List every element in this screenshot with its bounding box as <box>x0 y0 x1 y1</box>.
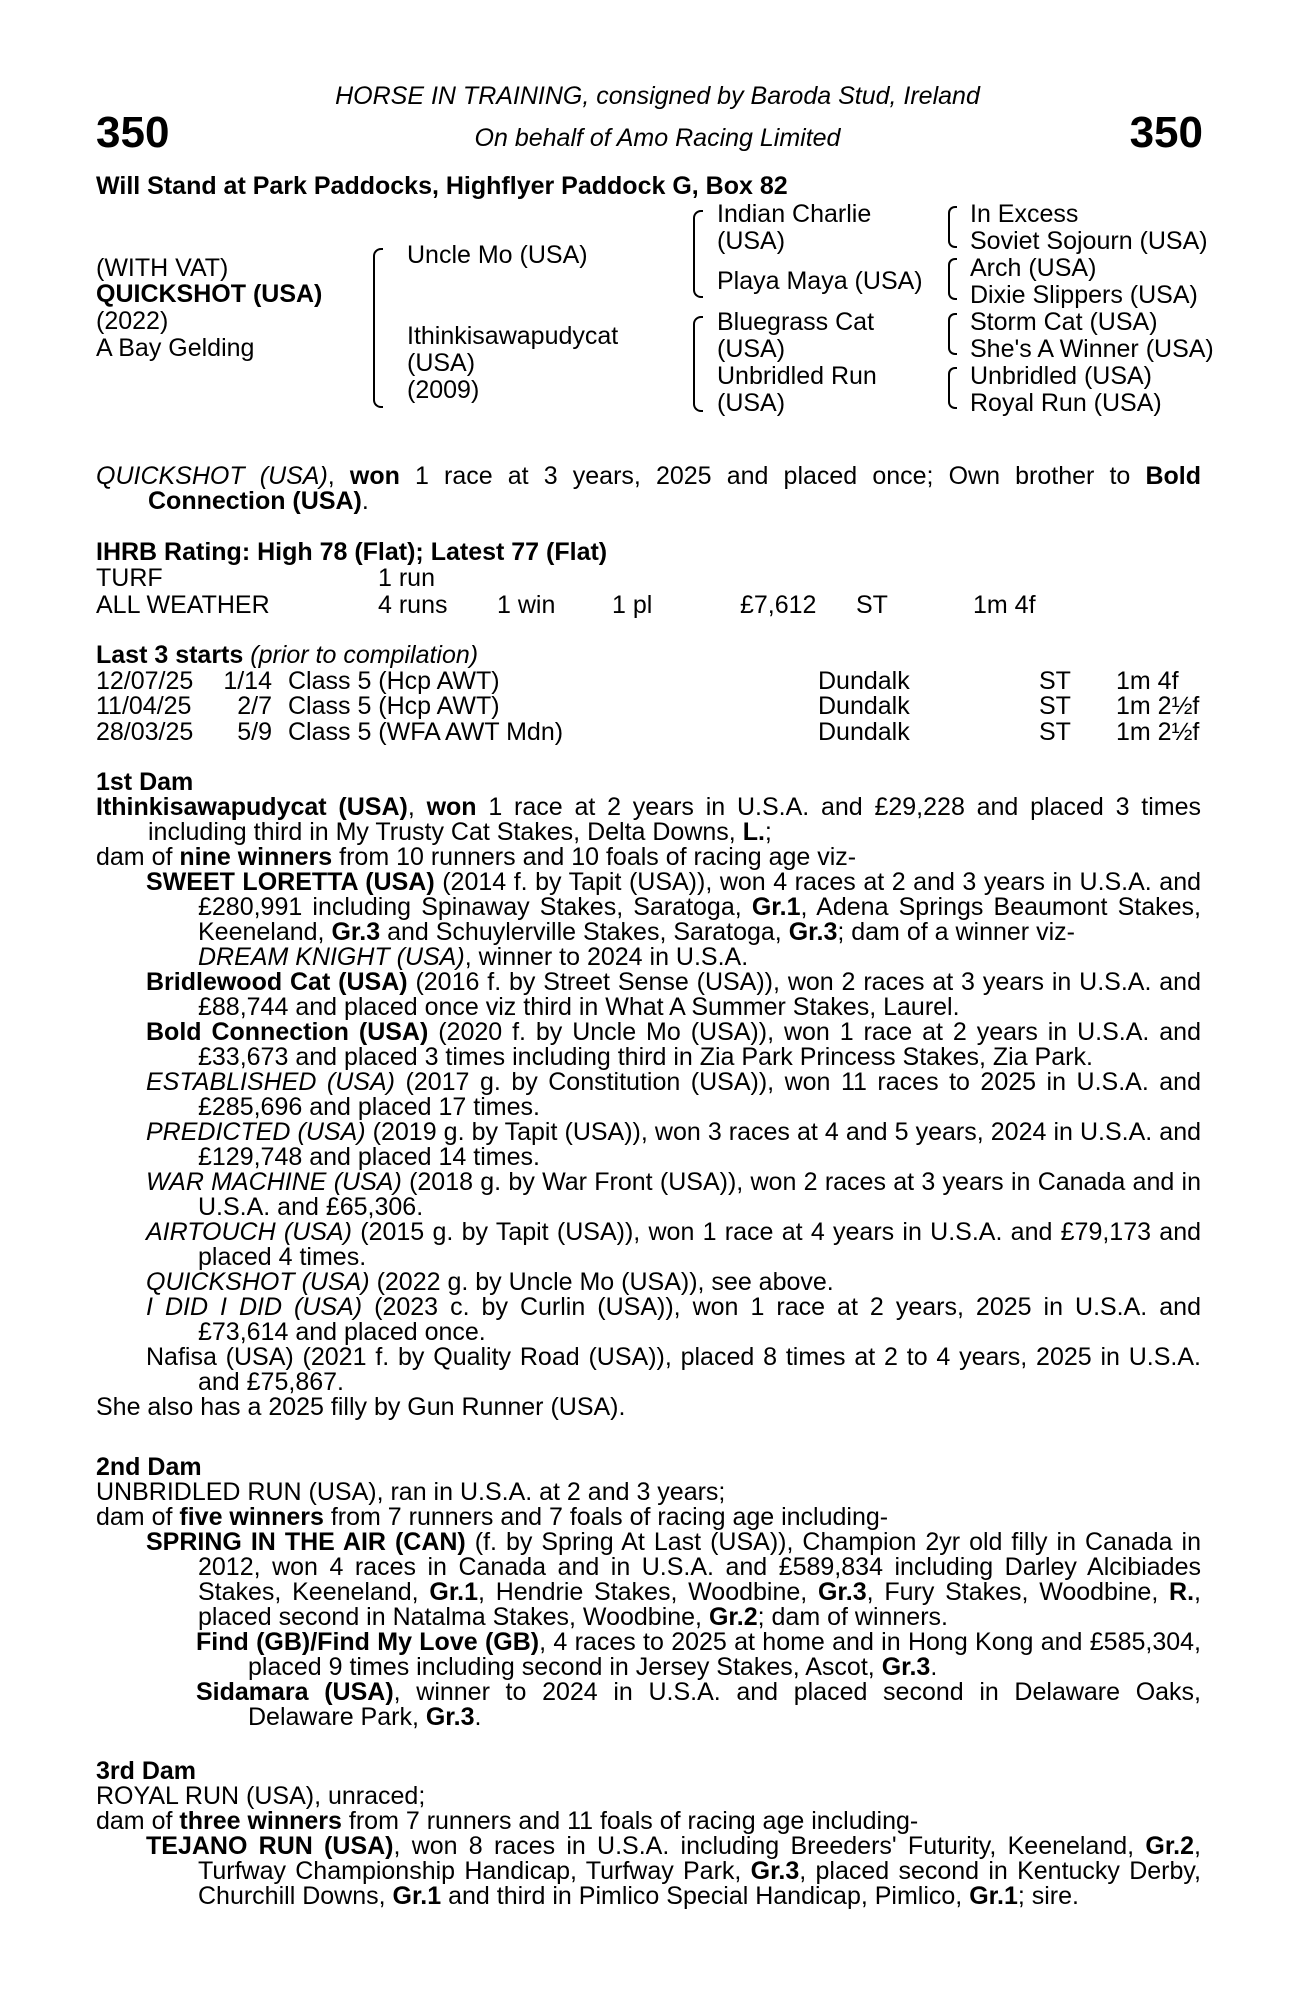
produce-entry: PREDICTED (USA) (2019 g. by Tapit (USA)), won 3 races at 4 and 5 years, 2024 in U.S.A. and £129,748 and placed 14 times. <box>146 1118 1201 1171</box>
rating-title: IHRB Rating: High 78 (Flat); Latest 77 (Flat) <box>96 538 608 566</box>
last3-date: 28/03/25 <box>96 718 194 746</box>
produce-entry: SPRING IN THE AIR (CAN) (f. by Spring At Last (USA)), Champion 2yr old filly in Canada in 2012, won 4 races in Canada and in U.S.A. and £589,834 including Darley Alcibiades Stakes, Keeneland, Gr.1, Hendrie Stakes, Woodbine, Gr.3, Fury Stakes, Woodbine, R., placed second in Natalma Stakes, Woodbine, Gr.2; dam of winners. <box>146 1528 1202 1631</box>
last3-dist: 1m 4f <box>1116 667 1179 695</box>
owner-line: On behalf of Amo Racing Limited <box>474 124 841 152</box>
second-dam-heading: 2nd Dam <box>96 1453 202 1481</box>
third-dam-record: ROYAL RUN (USA), unraced; <box>96 1782 426 1810</box>
pedigree-sdd: Dixie Slippers (USA) <box>970 281 1198 309</box>
last3-race: Class 5 (WFA AWT Mdn) <box>288 718 564 746</box>
pedigree-dam-sire-line1: Bluegrass Cat <box>717 308 875 336</box>
produce-entry: Nafisa (USA) (2021 f. by Quality Road (USA)), placed 8 times at 2 to 4 years, 2025 in U.S.A. and £75,867. <box>146 1343 1201 1396</box>
last3-dist: 1m 2½f <box>1116 692 1200 720</box>
pedigree-dam-dam-line1: Unbridled Run <box>717 362 877 390</box>
pedigree-dsd: She's A Winner (USA) <box>970 335 1214 363</box>
first-dam-section <box>96 770 1201 1420</box>
rating-aw-dist: 1m 4f <box>973 591 1036 619</box>
first-dam-record: Ithinkisawapudycat (USA), won 1 race at 2 years in U.S.A. and £29,228 and placed 3 times including third in My Trusty Cat Stakes, Delta Downs, L.; <box>96 793 1201 846</box>
last3-dist: 1m 2½f <box>1116 718 1200 746</box>
first-dam-produce-intro: dam of nine winners from 10 runners and 10 foals of racing age viz- <box>96 843 857 871</box>
pedigree-brace-dam <box>693 316 703 412</box>
produce-entry: SWEET LORETTA (USA) (2014 f. by Tapit (USA)), won 4 races at 2 and 3 years in U.S.A. and £280,991 including Spinaway Stakes, Saratoga, Gr.1, Adena Springs Beaumont Stakes, Keeneland, Gr.3 and Schuylerville Stakes, Saratoga, Gr.3; dam of a winner viz- <box>146 868 1202 946</box>
produce-entry: Bridlewood Cat (USA) (2016 f. by Street Sense (USA)), won 2 races at 3 years in U.S.A. and £88,744 and placed once viz third in What A Summer Stakes, Laurel. <box>146 968 1201 1021</box>
last3-going: ST <box>1039 667 1071 695</box>
pedigree-ddd: Royal Run (USA) <box>970 389 1162 417</box>
second-dam-record: UNBRIDLED RUN (USA), ran in U.S.A. at 2 and 3 years; <box>96 1478 726 1506</box>
pedigree-brace-dd <box>948 367 957 409</box>
produce-sub-entry: Sidamara (USA), winner to 2024 in U.S.A. and placed second in Delaware Oaks, Delaware Park, Gr.3. <box>196 1678 1201 1731</box>
rating-row-turf <box>96 566 163 591</box>
lot-number-right: 350 <box>1129 108 1203 157</box>
produce-sub-entry: Find (GB)/Find My Love (GB), 4 races to 2025 at home and in Hong Kong and £585,304, placed 9 times including second in Jersey Stakes, Ascot, Gr.3. <box>196 1628 1201 1681</box>
last3-pos: 2/7 <box>237 692 272 720</box>
horse-description: A Bay Gelding <box>96 334 255 362</box>
last3-going: ST <box>1039 718 1071 746</box>
pedigree-ssd: Soviet Sojourn (USA) <box>970 227 1208 255</box>
pedigree-dam-sire-line2: (USA) <box>717 335 786 363</box>
last3-course: Dundalk <box>818 718 910 746</box>
produce-sub-entry: DREAM KNIGHT (USA), winner to 2024 in U.S.A. <box>198 943 749 971</box>
pedigree-sss: In Excess <box>970 200 1079 228</box>
last3-pos: 5/9 <box>237 718 272 746</box>
pedigree-sire-sire-line2: (USA) <box>717 227 786 255</box>
summary-text: 1 race at 3 years, 2025 and placed once; Own brother to <box>415 462 1131 490</box>
summary-horse-name: QUICKSHOT (USA) <box>96 462 328 490</box>
summary-won: won <box>349 462 400 490</box>
produce-entry: AIRTOUCH (USA) (2015 g. by Tapit (USA)), won 1 race at 4 years in U.S.A. and £79,173 and placed 4 times. <box>146 1218 1201 1271</box>
pedigree-brace-sd <box>948 258 957 300</box>
pedigree-dam-line1: Ithinkisawapudycat <box>407 322 619 350</box>
pedigree-dam-dam-line2: (USA) <box>717 389 786 417</box>
pedigree-sire-dam: Playa Maya (USA) <box>717 267 923 295</box>
rating-aw-wins: 1 win <box>497 591 556 619</box>
pedigree-dss: Storm Cat (USA) <box>970 308 1158 336</box>
last3-going: ST <box>1039 692 1071 720</box>
pedigree-sire-sire-line1: Indian Charlie <box>717 200 872 228</box>
second-dam-produce-intro: dam of five winners from 7 runners and 7 foals of racing age including- <box>96 1503 889 1531</box>
consignor-line: HORSE IN TRAINING, consigned by Baroda Stud, Ireland <box>335 82 980 110</box>
pedigree-dam-line2: (USA) <box>407 349 476 377</box>
last3-course: Dundalk <box>818 667 910 695</box>
produce-entry: I DID I DID (USA) (2023 c. by Curlin (USA)), won 1 race at 2 years, 2025 in U.S.A. and £73,614 and placed once. <box>146 1293 1201 1346</box>
last3-date: 11/04/25 <box>96 692 192 720</box>
rating-surface: TURF <box>96 564 163 592</box>
vat-note: (WITH VAT) <box>96 254 229 282</box>
first-dam-heading: 1st Dam <box>96 768 194 796</box>
last3-date: 12/07/25 <box>96 667 194 695</box>
pedigree-brace-sire <box>693 210 703 298</box>
last3-race: Class 5 (Hcp AWT) <box>288 692 500 720</box>
rating-aw-going: ST <box>856 591 888 619</box>
second-dam-section <box>96 1455 1201 1730</box>
produce-entry: WAR MACHINE (USA) (2018 g. by War Front (USA)), won 2 races at 3 years in Canada and in U.S.A. and £65,306. <box>146 1168 1201 1221</box>
pedigree-brace-ds <box>948 313 957 355</box>
stand-location: Will Stand at Park Paddocks, Highflyer Paddock G, Box 82 <box>96 172 788 200</box>
pedigree-sds: Arch (USA) <box>970 254 1097 282</box>
pedigree-brace-main <box>373 248 383 408</box>
rating-aw-runs: 4 runs <box>378 591 448 619</box>
third-dam-heading: 3rd Dam <box>96 1757 197 1785</box>
rating-aw-prize: £7,612 <box>740 591 817 619</box>
last3-race: Class 5 (Hcp AWT) <box>288 667 500 695</box>
lot-number-left: 350 <box>96 108 170 157</box>
pedigree-dam-line3: (2009) <box>407 376 480 404</box>
last3-course: Dundalk <box>818 692 910 720</box>
pedigree-sire: Uncle Mo (USA) <box>407 241 588 269</box>
rating-aw-surface: ALL WEATHER <box>96 591 270 619</box>
summary-brother: Bold Connection (USA) <box>148 462 1201 515</box>
horse-year: (2022) <box>96 307 169 335</box>
last3-pos: 1/14 <box>223 667 272 695</box>
produce-entry: ESTABLISHED (USA) (2017 g. by Constitution (USA)), won 11 races to 2025 in U.S.A. and £285,696 and placed 17 times. <box>146 1068 1201 1121</box>
rating-aw-places: 1 pl <box>612 591 653 619</box>
third-dam-produce-intro: dam of three winners from 7 runners and 11 foals of racing age including- <box>96 1807 919 1835</box>
produce-entry: Bold Connection (USA) (2020 f. by Uncle Mo (USA)), won 1 race at 2 years in U.S.A. and £33,673 and placed 3 times including third in Zia Park Princess Stakes, Zia Park. <box>146 1018 1201 1071</box>
pedigree-dds: Unbridled (USA) <box>970 362 1153 390</box>
horse-name: QUICKSHOT (USA) <box>96 280 323 308</box>
last3-heading: Last 3 starts (prior to compilation) <box>96 641 479 669</box>
pedigree-brace-ss <box>948 206 957 248</box>
summary-paragraph: QUICKSHOT (USA), won 1 race at 3 years, 2025 and placed once; Own brother to Bold Connection (USA). <box>96 462 1201 515</box>
third-dam-section <box>96 1759 1201 1909</box>
produce-entry: TEJANO RUN (USA), won 8 races in U.S.A. including Breeders' Futurity, Keeneland, Gr.2, Turfway Championship Handicap, Turfway Park, Gr.3, placed second in Kentucky Derby, Churchill Downs, Gr.1 and third in Pimlico Special Handicap, Pimlico, Gr.1; sire. <box>146 1832 1201 1910</box>
rating-turf-runs: 1 run <box>378 564 435 592</box>
first-dam-also: She also has a 2025 filly by Gun Runner (USA). <box>96 1393 626 1421</box>
produce-entry: QUICKSHOT (USA) (2022 g. by Uncle Mo (USA)), see above. <box>146 1268 834 1296</box>
